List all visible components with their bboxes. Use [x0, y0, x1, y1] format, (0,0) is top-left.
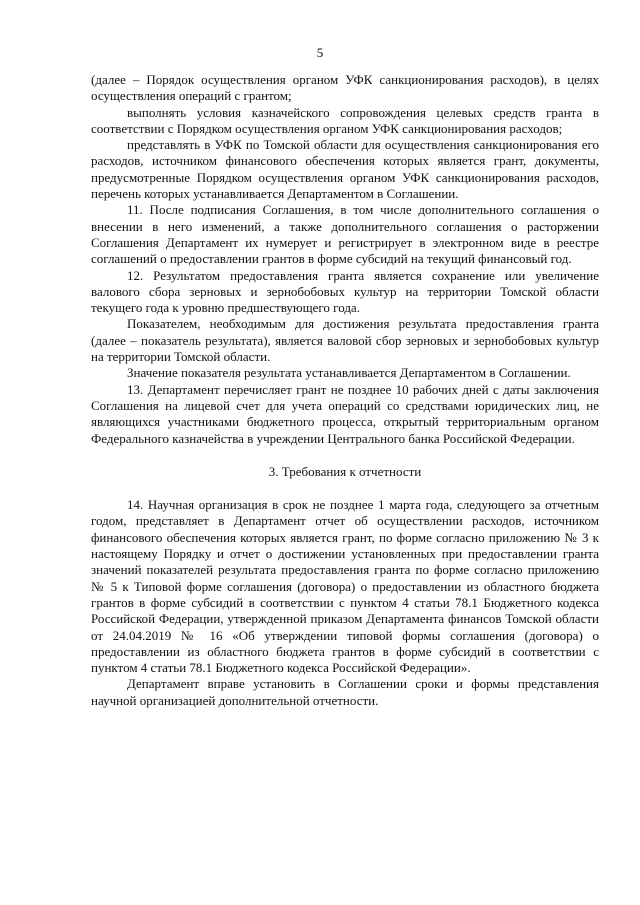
paragraph: Значение показателя результата устанавливается Департаментом в Соглашении.: [127, 365, 571, 381]
paragraph: Показателем, необходимым для достижения результата предоставления гранта (далее – показатель результата), является валовой сбор зерновых и зернобобовых культур на территории Томской области.: [91, 316, 599, 365]
section-heading: 3. Требования к отчетности: [268, 463, 422, 479]
page-number: 5: [316, 45, 324, 60]
paragraph: выполнять условия казначейского сопровождения целевых средств гранта в соответствии с Порядком осуществления органом УФК санкционирования расходов;: [91, 104, 599, 136]
paragraph: представлять в УФК по Томской области для осуществления санкционирования его расходов, источником финансового обеспечения которых является грант, документы, предусмотренные Порядком осуществления органом УФК санкционирования расходов, перечень которых устанавливается Департаментом в Соглашении.: [91, 137, 599, 202]
paragraph-item-13: 13. Департамент перечисляет грант не позднее 10 рабочих дней с даты заключения Соглашения на лицевой счет для учета операций со средствами юридических лиц, не являющихся участниками бюджетного процесса, открытый территориальным органом Федерального казначейства в учреждении Центрального банка Российской Федерации.: [91, 381, 599, 446]
document-body: [91, 72, 599, 709]
paragraph-item-12: 12. Результатом предоставления гранта является сохранение или увеличение валового сбора зерновых и зернобобовых культур на территории Томской области текущего года к уровню предшествующего года.: [91, 267, 599, 316]
paragraph: Департамент вправе установить в Соглашении сроки и формы представления научной организацией дополнительной отчетности.: [91, 676, 599, 708]
paragraph-item-11: 11. После подписания Соглашения, в том числе дополнительного соглашения о внесении в него изменений, а также дополнительного соглашения о расторжении Соглашения Департамент их нумерует и регистрирует в электронном виде в реестре соглашений о предоставлении грантов в форме субсидий на текущий финансовый год.: [91, 202, 599, 267]
paragraph-item-14: 14. Научная организация в срок не позднее 1 марта года, следующего за отчетным годом, представляет в Департамент отчет об осуществлении расходов, источником финансового обеспечения которых является грант, по форме согласно приложению № 3 к настоящему Порядку и отчет о достижении установленных при предоставлении гранта значений показателей результата предоставления гранта по форме согласно приложению № 5 к Типовой форме соглашения (договора) о предоставлении из областного бюджета грантов в форме субсидий в соответствии с пунктом 4 статьи 78.1 Бюджетного кодекса Российской Федерации, утвержденной приказом Департамента финансов Томской области от 24.04.2019 № 16 «Об утверждении типовой формы соглашения (договора) о предоставлении из областного бюджета грантов в форме субсидий в соответствии с пунктом 4 статьи 78.1 Бюджетного кодекса Российской Федерации».: [91, 497, 599, 676]
paragraph: (далее – Порядок осуществления органом УФК санкционирования расходов), в целях осуществления операций с грантом;: [91, 72, 599, 104]
